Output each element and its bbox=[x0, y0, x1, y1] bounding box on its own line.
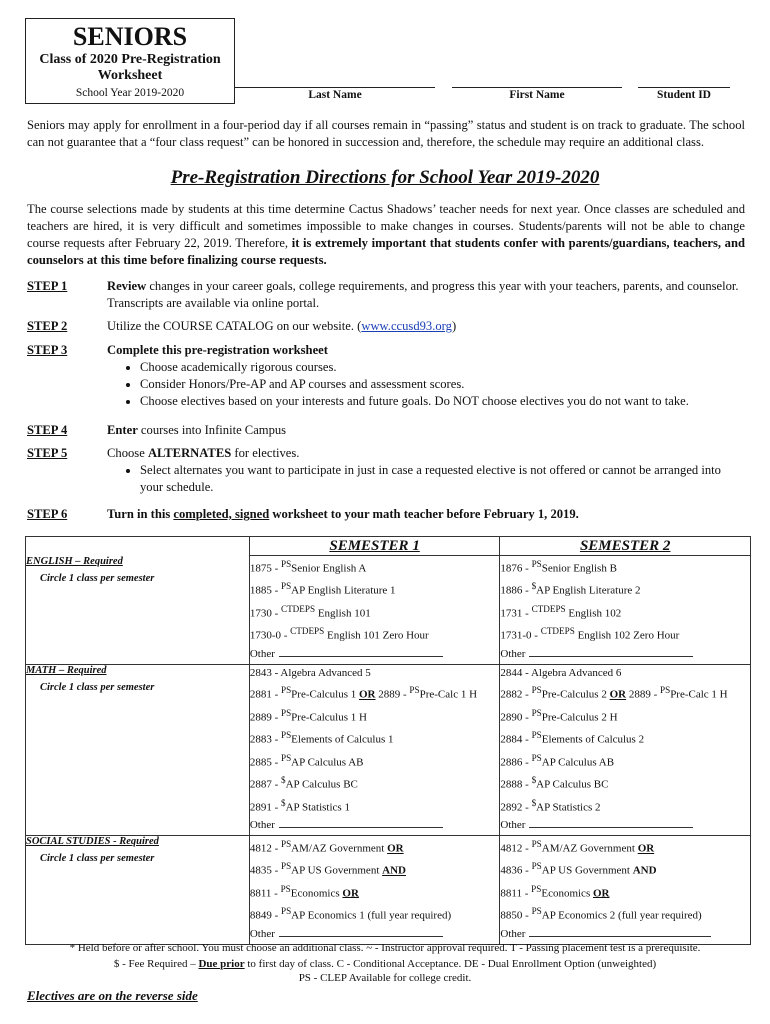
step-1 bbox=[27, 278, 747, 312]
course-option[interactable]: 8811 - $^{PS}$Economics OR bbox=[249, 883, 359, 900]
step-text: changes in your career goals, college requirements, and progress this year with your teachers, parents, and counselor. Transcripts are available via online portal. bbox=[107, 279, 739, 310]
course-option[interactable]: 1731 - $^{CTDEPS}$ English 102 bbox=[500, 603, 622, 620]
table-row bbox=[26, 556, 751, 665]
other-field[interactable]: Other bbox=[500, 817, 750, 835]
course-option[interactable]: 2884 - $^{PS}$Elements of Calculus 2 bbox=[500, 730, 645, 746]
step-text: Utilize the COURSE CATALOG on our website. ( bbox=[107, 319, 362, 333]
step-3 bbox=[27, 342, 747, 410]
step-bold: Enter bbox=[107, 423, 138, 437]
list-item: • Choose academically rigorous courses. bbox=[140, 359, 747, 376]
list-item: • Select alternates you want to participate in just in case a requested elective is not offered or cannot be arranged into your schedule. bbox=[140, 462, 747, 496]
step-pre: Choose bbox=[107, 446, 148, 460]
course-option[interactable]: 2887 - $AP Calculus BC bbox=[249, 775, 358, 791]
step-label: STEP 3 bbox=[27, 343, 68, 357]
other-field[interactable]: Other bbox=[250, 817, 500, 835]
course-option[interactable]: 2892 - $AP Statistics 2 bbox=[500, 797, 601, 814]
step-label: STEP 2 bbox=[27, 319, 68, 333]
step-label: STEP 6 bbox=[27, 507, 68, 521]
step-text: courses into Infinite Campus bbox=[137, 423, 287, 437]
other-field[interactable]: Other bbox=[250, 646, 500, 664]
course-option[interactable]: 8811 - $^{PS}$Economics OR bbox=[500, 883, 610, 900]
step-bold: completed, signed bbox=[173, 507, 270, 521]
course-option[interactable]: 2891 - $AP Statistics 1 bbox=[249, 797, 350, 814]
directions-bold-text: it is extremely important that students confer with parents/guardians, teachers, and counselors at this time before finalizing course requests. bbox=[27, 236, 745, 267]
course-option[interactable]: 1730-0 - $^{CTDEPS}$ English 101 Zero Hour bbox=[249, 626, 429, 643]
step-4 bbox=[27, 422, 747, 439]
step-bold: ALTERNATES bbox=[147, 446, 232, 460]
semester-2-header: SEMESTER 2 bbox=[500, 537, 751, 556]
first-name-field[interactable]: First Name bbox=[452, 87, 622, 101]
course-option[interactable]: 2881 - $^{PS}$Pre-Calculus 1 OR 2889 - $^{PS}$Pre-Calc 1 H bbox=[249, 685, 478, 702]
course-option[interactable]: 2890 - $^{PS}$Pre-Calculus 2 H bbox=[500, 707, 618, 724]
course-option[interactable]: 4836 - $^{PS}$AP US Government AND bbox=[500, 861, 657, 878]
step-bold: Complete this pre-registration worksheet bbox=[107, 343, 328, 357]
step-text-after: ) bbox=[451, 319, 457, 333]
course-option[interactable]: 8850 - $^{PS}$AP Economics 2 (full year required) bbox=[500, 906, 702, 922]
directions-paragraph bbox=[27, 201, 745, 269]
course-option[interactable]: 1731-0 - $^{CTDEPS}$ English 102 Zero Hour bbox=[500, 626, 680, 643]
course-option[interactable]: 2885 - $^{PS}$AP Calculus AB bbox=[249, 752, 364, 769]
step-label: STEP 4 bbox=[27, 423, 68, 437]
course-option[interactable]: 2886 - $^{PS}$AP Calculus AB bbox=[500, 752, 615, 769]
footnote-line-2: $ - Fee Required – Due prior to first day of class. C - Conditional Acceptance. DE - Dual Enrollment Option (unweighted) bbox=[113, 958, 657, 970]
footnote-line-1: * Held before or after school. You must choose an additional class. ~ - Instructor approval required. T - Passing placement test is a prerequisite. bbox=[69, 942, 701, 954]
course-table bbox=[25, 536, 751, 945]
directions-text: The course selections made by students at this time determine Cactus Shadows’ teacher needs for next year. Once classes are scheduled and teachers are hired, it is very difficult and sometimes impossible to make changes in courses. Students/parents will not be able to change course requests after February 22, 2019. Therefore, bbox=[27, 202, 745, 250]
page-subtitle: Class of 2020 Pre-Registration Worksheet bbox=[39, 52, 221, 83]
step-6 bbox=[27, 506, 747, 523]
semester-2-options bbox=[500, 556, 751, 665]
semester-1-header: SEMESTER 1 bbox=[249, 537, 500, 556]
directions-title: Pre-Registration Directions for School Year 2019-2020 bbox=[170, 167, 600, 188]
course-option[interactable]: 2843 - Algebra Advanced 5 bbox=[249, 666, 371, 679]
semester-2-options bbox=[500, 835, 751, 944]
page-title: SENIORS bbox=[72, 22, 188, 51]
school-year: School Year 2019-2020 bbox=[75, 87, 185, 99]
semester-1-options bbox=[249, 664, 500, 835]
step-label: STEP 1 bbox=[27, 279, 68, 293]
other-field[interactable]: Other bbox=[250, 926, 500, 944]
table-row bbox=[26, 835, 751, 944]
step-text: worksheet to your math teacher before February 1, 2019. bbox=[269, 507, 579, 521]
subject-name: ENGLISH – Required bbox=[26, 555, 123, 567]
table-row bbox=[26, 664, 751, 835]
other-field[interactable]: Other bbox=[500, 646, 750, 664]
semester-2-options bbox=[500, 664, 751, 835]
table-header-row bbox=[26, 537, 751, 556]
step-label: STEP 5 bbox=[27, 446, 68, 460]
semester-1-options bbox=[249, 556, 500, 665]
subject-name: SOCIAL STUDIES - Required bbox=[26, 835, 159, 847]
step-bold: Review bbox=[107, 279, 147, 293]
step-2 bbox=[27, 318, 747, 335]
course-option[interactable]: 2882 - $^{PS}$Pre-Calculus 2 OR 2889 - $^{PS}$Pre-Calc 1 H bbox=[500, 685, 728, 702]
course-option[interactable]: 8849 - $^{PS}$AP Economics 1 (full year required) bbox=[249, 906, 452, 922]
course-option[interactable]: 4835 - $^{PS}$AP US Government AND bbox=[249, 861, 406, 878]
subject-cell bbox=[26, 556, 250, 665]
step-text: for electives. bbox=[231, 446, 300, 460]
course-option[interactable]: 4812 - $^{PS}$AM/AZ Government OR bbox=[500, 838, 655, 855]
subject-note: Circle 1 class per semester bbox=[40, 572, 155, 584]
course-option[interactable]: 1875 - $^{PS}$Senior English A bbox=[249, 559, 367, 575]
subject-cell bbox=[26, 664, 250, 835]
course-option[interactable]: 1730 - $^{CTDEPS}$ English 101 bbox=[249, 603, 371, 620]
course-option[interactable]: 2889 - $^{PS}$Pre-Calculus 1 H bbox=[249, 707, 367, 724]
title-box bbox=[25, 18, 235, 104]
footnote-line-3: PS - CLEP Available for college credit. bbox=[298, 972, 472, 984]
step-5 bbox=[27, 445, 747, 496]
other-field[interactable]: Other bbox=[500, 926, 750, 944]
student-id-field[interactable]: Student ID bbox=[638, 87, 730, 101]
subject-cell bbox=[26, 835, 250, 944]
course-option[interactable]: 1885 - $^{PS}$AP English Literature 1 bbox=[249, 581, 396, 598]
subject-name: MATH – Required bbox=[26, 664, 107, 676]
list-item: • Consider Honors/Pre-AP and AP courses and assessment scores. bbox=[140, 376, 747, 393]
step-pre: Turn in this bbox=[107, 507, 174, 521]
course-option[interactable]: 2888 - $AP Calculus BC bbox=[500, 775, 609, 791]
course-option[interactable]: 2883 - $^{PS}$Elements of Calculus 1 bbox=[249, 730, 394, 746]
course-option[interactable]: 4812 - $^{PS}$AM/AZ Government OR bbox=[249, 838, 404, 855]
intro-paragraph: Seniors may apply for enrollment in a four-period day if all courses remain in “passing” status and student is on track to graduate. The school can not guarantee that a “four class request” can be honored in succession and, therefore, the schedule may require an additional class. bbox=[27, 118, 745, 149]
semester-1-options bbox=[249, 835, 500, 944]
website-link[interactable]: www.ccusd93.org bbox=[361, 319, 452, 333]
subject-note: Circle 1 class per semester bbox=[40, 852, 155, 864]
list-item: • Choose electives based on your interests and future goals. Do NOT choose electives you do not want to take. bbox=[140, 393, 747, 410]
subject-note: Circle 1 class per semester bbox=[40, 681, 155, 693]
electives-note: Electives are on the reverse side bbox=[27, 988, 198, 1003]
course-option[interactable]: 1876 - $^{PS}$Senior English B bbox=[500, 559, 617, 575]
course-option[interactable]: 2844 - Algebra Advanced 6 bbox=[500, 666, 622, 679]
last-name-field[interactable]: Last Name bbox=[235, 87, 435, 101]
course-option[interactable]: 1886 - $AP English Literature 2 bbox=[500, 581, 641, 598]
